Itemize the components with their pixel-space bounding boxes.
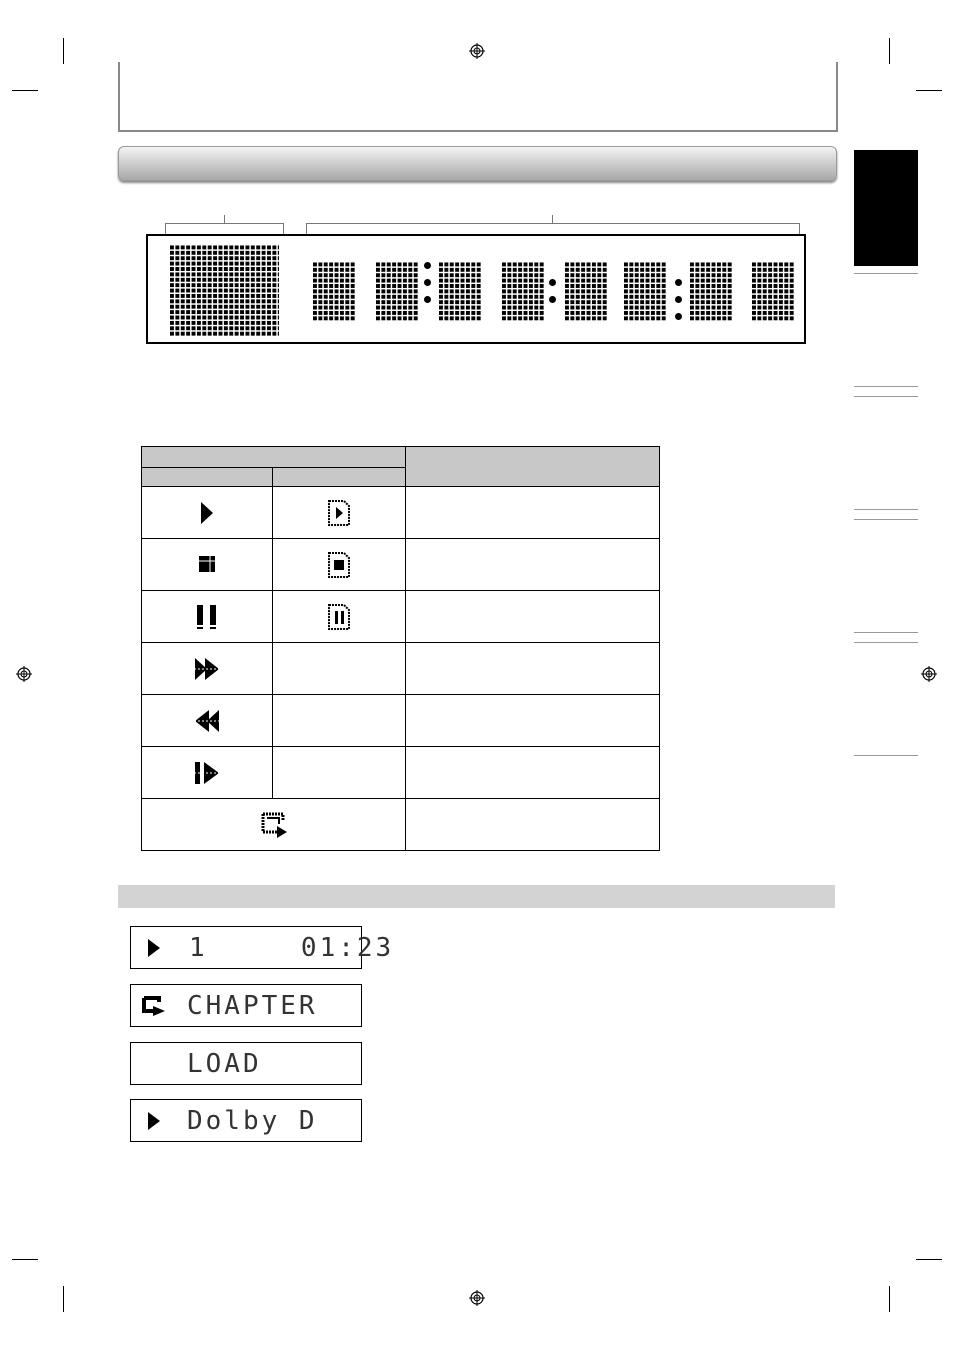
crop-mark xyxy=(63,38,64,64)
icon-cell xyxy=(142,591,273,643)
display-example xyxy=(130,984,362,1027)
table-header-col2 xyxy=(273,468,406,487)
section-title-bar xyxy=(118,146,837,181)
table-row xyxy=(142,539,660,591)
description-cell xyxy=(406,695,660,747)
status-icon-table xyxy=(141,446,660,851)
table-row xyxy=(142,643,660,695)
display-colon-dot xyxy=(675,279,682,286)
icon-cell xyxy=(142,747,273,799)
table-row xyxy=(142,695,660,747)
crop-mark xyxy=(12,1259,38,1260)
display-example xyxy=(130,926,395,969)
side-tab-2[interactable] xyxy=(854,273,918,387)
icon-cell-span xyxy=(142,799,406,851)
table-header-group xyxy=(142,447,406,468)
display-example xyxy=(130,1099,362,1142)
stop-icon xyxy=(198,555,216,573)
slow-forward-icon xyxy=(194,760,220,786)
display-example xyxy=(130,1042,362,1085)
icon-cell xyxy=(273,539,406,591)
description-cell xyxy=(406,799,660,851)
pause-framed-icon xyxy=(327,603,351,631)
display-digit xyxy=(313,261,355,321)
table-row xyxy=(142,591,660,643)
side-tab-5[interactable] xyxy=(854,642,918,756)
play-icon xyxy=(200,501,214,525)
display-colon-dot xyxy=(549,296,556,303)
table-header-description xyxy=(406,447,660,487)
display-colon-dot xyxy=(549,279,556,286)
play-icon xyxy=(147,1111,161,1131)
registration-mark-icon xyxy=(921,666,937,682)
display-colon-dot xyxy=(675,313,682,320)
display-digit xyxy=(376,261,418,321)
display-colon-dot xyxy=(424,296,431,303)
description-cell xyxy=(406,539,660,591)
registration-mark-icon xyxy=(469,1290,485,1306)
table-row xyxy=(142,799,660,851)
play-icon xyxy=(147,938,161,958)
crop-mark xyxy=(916,90,942,91)
repeat-chapter-icon xyxy=(141,995,167,1017)
pause-icon xyxy=(196,604,218,630)
fast-forward-icon xyxy=(194,656,220,682)
display-digit xyxy=(690,261,732,321)
registration-mark-icon xyxy=(469,43,485,59)
display-digit xyxy=(502,261,544,321)
registration-mark-icon xyxy=(16,666,32,682)
table-row xyxy=(142,747,660,799)
display-example-text: 1 01:23 xyxy=(189,933,395,963)
bracket-tick xyxy=(552,215,553,223)
icon-cell xyxy=(142,539,273,591)
bracket-tick xyxy=(224,215,225,223)
icon-cell-empty xyxy=(273,695,406,747)
display-matrix-block xyxy=(170,244,279,336)
crop-mark xyxy=(916,1259,942,1260)
header-frame xyxy=(118,62,838,132)
stop-framed-icon xyxy=(327,551,351,579)
description-cell xyxy=(406,591,660,643)
display-example-text: CHAPTER xyxy=(187,991,318,1021)
display-colon-dot xyxy=(424,262,431,269)
fast-reverse-icon xyxy=(194,708,220,734)
crop-mark xyxy=(889,1286,890,1312)
description-cell xyxy=(406,487,660,539)
crop-mark xyxy=(63,1286,64,1312)
display-digit xyxy=(439,261,481,321)
side-tab-4[interactable] xyxy=(854,519,918,633)
display-digit xyxy=(565,261,607,321)
display-colon-dot xyxy=(424,279,431,286)
description-cell xyxy=(406,747,660,799)
crop-mark xyxy=(889,38,890,64)
icon-cell xyxy=(142,487,273,539)
icon-cell xyxy=(142,695,273,747)
display-digit xyxy=(752,261,794,321)
icon-cell xyxy=(273,487,406,539)
icon-cell-empty xyxy=(273,643,406,695)
description-cell xyxy=(406,643,660,695)
icon-cell-empty xyxy=(273,747,406,799)
section-subheading-bar xyxy=(118,885,835,908)
repeat-icon xyxy=(259,810,289,840)
crop-mark xyxy=(12,90,38,91)
side-tab-1[interactable] xyxy=(854,150,918,266)
side-tab-3[interactable] xyxy=(854,396,918,510)
play-framed-icon xyxy=(327,499,351,527)
table-row xyxy=(142,487,660,539)
display-example-text: Dolby D xyxy=(187,1106,318,1136)
display-colon-dot xyxy=(675,296,682,303)
display-digit xyxy=(624,261,666,321)
icon-cell xyxy=(273,591,406,643)
icon-cell xyxy=(142,643,273,695)
table-header-col1 xyxy=(142,468,273,487)
display-example-text: LOAD xyxy=(187,1049,262,1079)
